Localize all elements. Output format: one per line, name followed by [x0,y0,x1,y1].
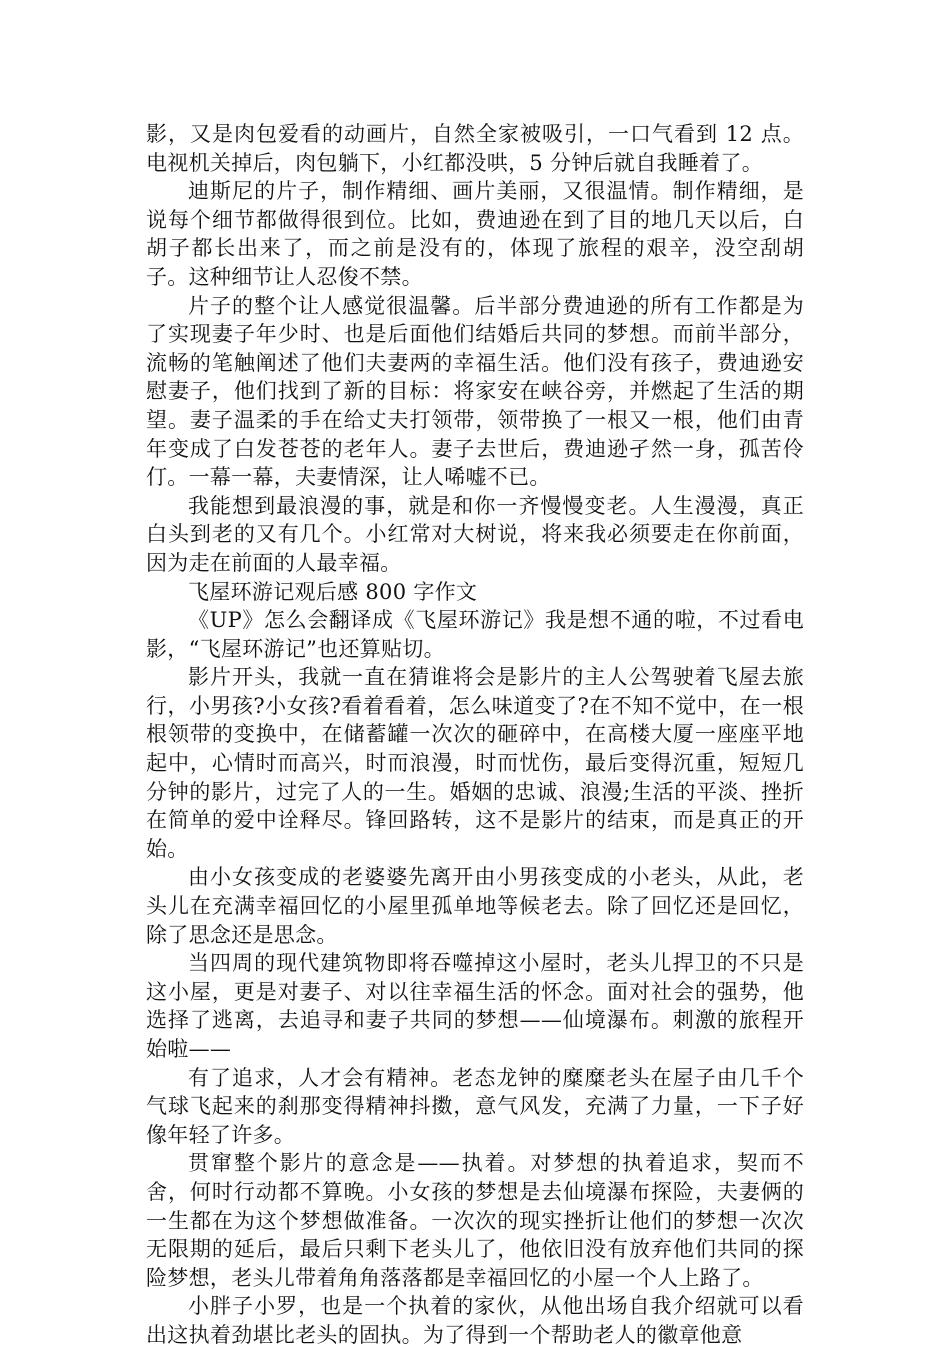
document-body [146,120,804,1350]
paragraph-10: 有了追求，人才会有精神。老态龙钟的糜糜老头在屋子由几千个气球飞起来的刹那变得精神抖擞，意气风发，充满了力量，一下子好像年轻了许多。 [146,1065,804,1147]
paragraph-3: 片子的整个让人感觉很温馨。后半部分费迪逊的所有工作都是为了实现妻子年少时、也是后面他们结婚后共同的梦想。而前半部分，流畅的笔触阐述了他们夫妻两的幸福生活。他们没有孩子，费迪逊安慰妻子，他们找到了新的目标：将家安在峡谷旁，并燃起了生活的期望。妻子温柔的手在给丈夫打领带，领带换了一根又一根，他们由青年变成了白发苍苍的老年人。妻子去世后，费迪逊孑然一身，孤苦伶仃。一幕一幕，夫妻情深，让人唏嘘不已。 [146,293,804,490]
paragraph-6: 《UP》怎么会翻译成《飞屋环游记》我是想不通的啦，不过看电影，“飞屋环游记”也还算贴切。 [146,608,804,661]
paragraph-4: 我能想到最浪漫的事，就是和你一齐慢慢变老。人生漫漫，真正白头到老的又有几个。小红常对大树说，将来我必须要走在你前面，因为走在前面的人最幸福。 [146,493,804,575]
paragraph-12: 小胖子小罗，也是一个执着的家伙，从他出场自我介绍就可以看出这执着劲堪比老头的固执。为了得到一个帮助老人的徽章他意 [146,1294,804,1347]
paragraph-2: 迪斯尼的片子，制作精细、画片美丽，又很温情。制作精细，是说每个细节都做得很到位。比如，费迪逊在到了目的地几天以后，白胡子都长出来了，而之前是没有的，体现了旅程的艰辛，没空刮胡子。这种细节让人忍俊不禁。 [146,179,804,289]
paragraph-7: 影片开头，我就一直在猜谁将会是影片的主人公驾驶着飞屋去旅行，小男孩?小女孩?看着看着，怎么味道变了?在不知不觉中，在一根根领带的变换中，在储蓄罐一次次的砸碎中，在高楼大厦一座座平地起中，心情时而高兴，时而浪漫，时而忧伤，最后变得沉重，短短几分钟的影片，过完了人的一生。婚姻的忠诚、浪漫;生活的平淡、挫折在简单的爱中诠释尽。锋回路转，这不是影片的结束，而是真正的开始。 [146,665,804,861]
paragraph-1: 影，又是肉包爱看的动画片，自然全家被吸引，一口气看到 12 点。电视机关掉后，肉包躺下，小红都没哄，5 分钟后就自我睡着了。 [146,122,804,175]
paragraph-8: 由小女孩变成的老婆婆先离开由小男孩变成的小老头，从此，老头儿在充满幸福回忆的小屋里孤单地等候老去。除了回忆还是回忆，除了思念还是思念。 [146,865,804,947]
paragraph-9: 当四周的现代建筑物即将吞噬掉这小屋时，老头儿捍卫的不只是这小屋，更是对妻子、对以往幸福生活的怀念。面对社会的强势，他选择了逃离，去追寻和妻子共同的梦想——仙境瀑布。刺激的旅程开始啦—— [146,951,804,1061]
essay-title: 飞屋环游记观后感 800 字作文 [188,579,478,604]
paragraph-11: 贯窜整个影片的意念是——执着。对梦想的执着追求，契而不舍，何时行动都不算晚。小女孩的梦想是去仙境瀑布探险，夫妻俩的一生都在为这个梦想做准备。一次次的现实挫折让他们的梦想一次次无限期的延后，最后只剩下老头儿了，他依旧没有放弃他们共同的探险梦想，老头儿带着角角落落都是幸福回忆的小屋一个人上路了。 [146,1151,804,1290]
